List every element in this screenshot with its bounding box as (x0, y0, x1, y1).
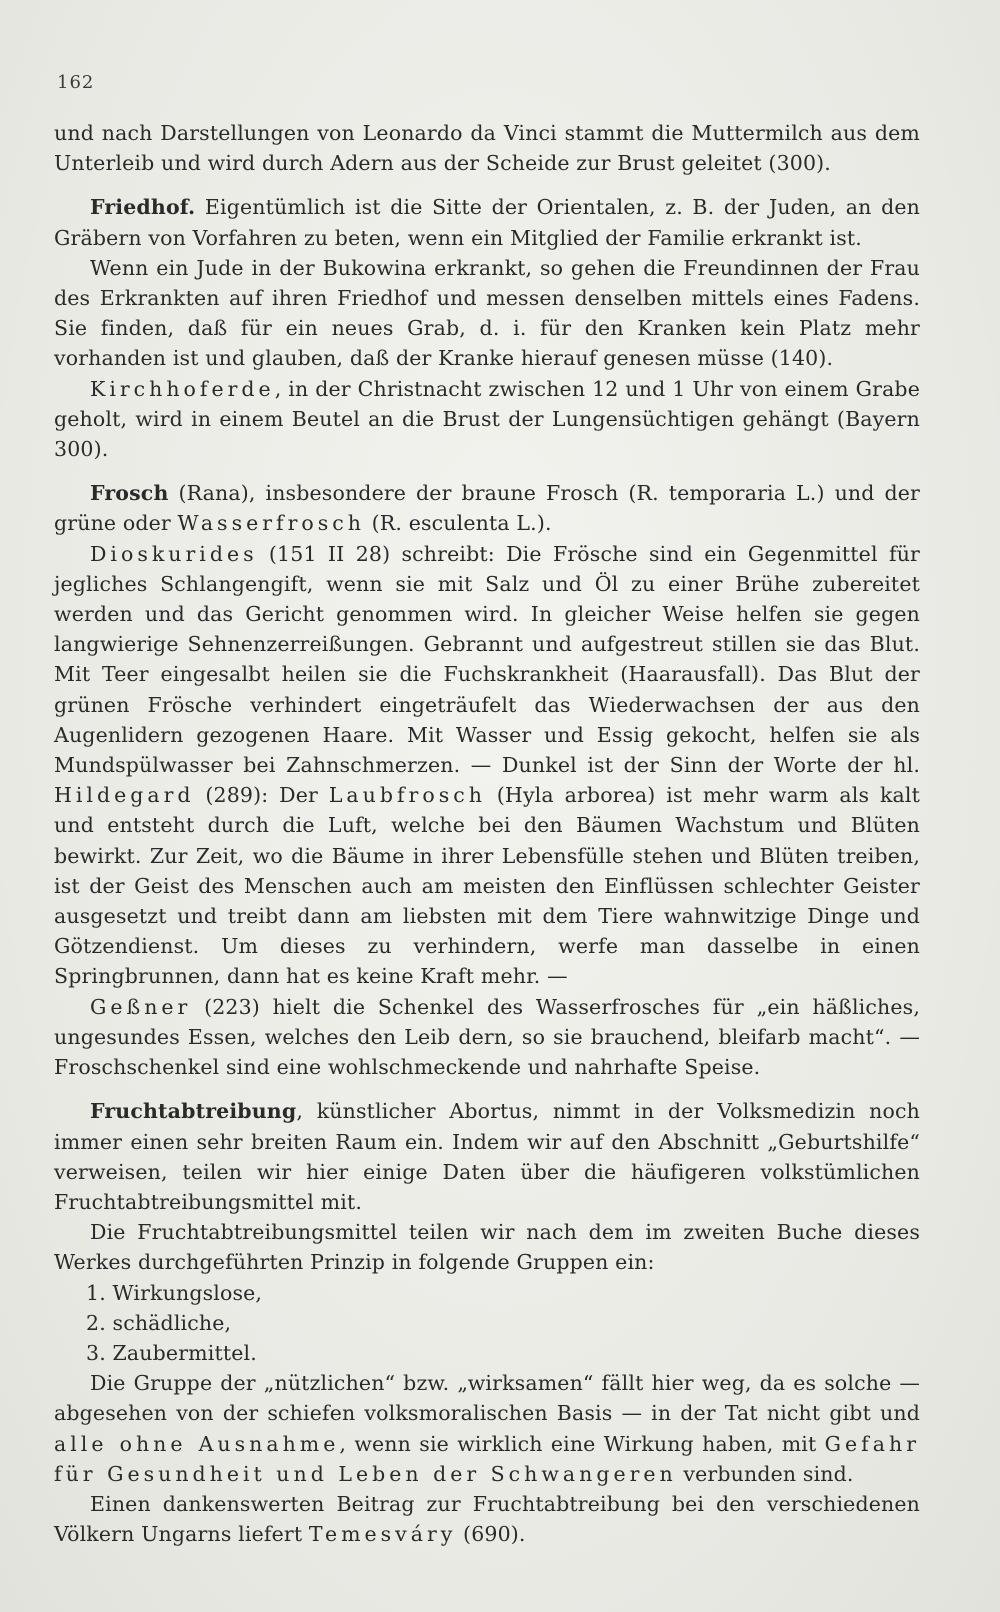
paragraph-kirchhoferde: Kirchhoferde, in der Christnacht zwischen 12 und 1 Uhr von einem Grabe geholt, wird in einem Beutel an die Brust der Lungensüchtigen gehängt (Bayern 300). (54, 376, 920, 462)
author-hildegard: Hildegard (54, 783, 195, 808)
paragraph-nuetzliche: Die Gruppe der „nützlichen“ bzw. „wirksamen“ fällt hier weg, da es solche — abgesehen von der schiefen volksmoralischen Basis — in der Tat nicht gibt und alle ohne Ausnahme, wenn sie wirklich eine Wirkung haben, mit Gefahr für Gesundheit und Leben der Schwangeren verbunden sind. (54, 1371, 920, 1486)
headword-fruchtabtreibung: Fruchtabtreibung (90, 1099, 297, 1124)
paragraph-temesvary: Einen dankenswerten Beitrag zur Fruchtabtreibung bei den verschiedenen Völkern Ungarns liefert Temesváry (690). (54, 1491, 920, 1547)
paragraph-dioskurides: Dioskurides (151 II 28) schreibt: Die Frösche sind ein Gegenmittel für jegliches Schlangengift, wenn sie mit Salz und Öl zu einer Brühe zubereitet werden und das Gericht genommen wird. In gleicher Weise helfen sie gegen langwierige Sehnenzerreißungen. Gebrannt und aufgestreut stillen sie das Blut. Mit Teer eingesalbt heilen sie die Fuchskrankheit (Haarausfall). Das Blut der grünen Frösche verhindert eingeträufelt das Wiederwachsen der aus den Augenlidern gezogenen Haare. Mit Wasser und Essig gekocht, helfen sie als Mundspülwasser bei Zahnschmerzen. — Dunkel ist der Sinn der Worte der hl. Hildegard (289): Der Laubfrosch (Hyla arborea) ist mehr warm als kalt und entsteht durch die Luft, welche bei den Bäumen Wachstum und Blüten bewirkt. Zur Zeit, wo die Bäume in ihrer Lebensfülle stehen und Blüten treiben, ist der Geist des Menschen auch am meisten den Einflüssen schlechter Geister ausgesetzt und treibt dann am liebsten mit dem Tiere wahnwitzige Dinge und Götzendienst. Um dieses zu verhindern, werfe man dasselbe in einen Springbrunnen, dann hat es keine Kraft mehr. — (54, 541, 920, 989)
headword-friedhof: Friedhof. (90, 195, 196, 220)
author-gessner: Geßner (90, 994, 192, 1019)
list-item: 1. Wirkungslose, (86, 1280, 263, 1305)
paragraph-gruppen: Die Fruchtabtreibungsmittel teilen wir nach dem im zweiten Buche dieses Werkes durchgeführten Prinzip in folgende Gruppen ein: (54, 1220, 920, 1275)
paragraph-gessner: Geßner (223) hielt die Schenkel des Wasserfrosches für „ein häßliches, ungesundes Essen, welches den Leib dern, so sie brauchend, bleifarb macht“. — Froschschenkel sind eine wohlschmeckende und nahrhafte Speise. (54, 994, 920, 1080)
paragraph-friedhof-intro: Friedhof. Eigentümlich ist die Sitte der Orientalen, z. B. der Juden, an den Gräbern von Vorfahren zu beten, wenn ein Mitglied der Familie erkrankt ist. (54, 195, 921, 250)
paragraph-friedhof-bukowina: Wenn ein Jude in der Bukowina erkrankt, so gehen die Freundinnen der Frau des Erkrankten auf ihren Friedhof und messen denselben mittels eines Fadens. Sie finden, daß für ein neues Grab, d. i. für den Kranken kein Platz mehr vorhanden ist und glauben, daß der Kranke hierauf genesen müsse (140). (54, 255, 920, 371)
paragraph-frosch-intro: Frosch (Rana), insbesondere der braune Frosch (R. temporaria L.) und der grüne oder Wasserfrosch (R. esculenta L.). (54, 481, 920, 536)
headword-frosch: Frosch (90, 481, 169, 506)
author-dioskurides: Dioskurides (90, 541, 258, 566)
paragraph-fruchtabtreibung-intro: Fruchtabtreibung, künstlicher Abortus, nimmt in der Volksmedizin noch immer einen sehr breiten Raum ein. Indem wir auf den Abschnitt „Geburtshilfe“ verweisen, teilen wir hier einige Daten über die häufigeren volkstümlichen Fruchtabtreibungsmittel mit. (54, 1099, 920, 1214)
group-list (54, 1278, 920, 1369)
page-body (54, 118, 920, 1549)
list-item: 3. Zaubermittel. (86, 1340, 257, 1365)
list-item: 2. schädliche, (86, 1310, 232, 1335)
term-kirchhoferde: Kirchhoferde (90, 376, 275, 401)
paragraph-muttermilch: und nach Darstellungen von Leonardo da Vinci stammt die Muttermilch aus dem Unterleib und wird durch Adern aus der Scheide zur Brust geleitet (300). (54, 121, 920, 176)
page-number: 162 (57, 72, 95, 93)
term-alle-ohne-ausnahme: alle ohne Ausnahme (54, 1431, 340, 1456)
term-gefahr: Gefahr für Gesundheit und Leben der Schwangeren (54, 1431, 920, 1486)
term-wasserfrosch: Wasserfrosch (177, 511, 365, 536)
author-temesvary: Temesváry (308, 1522, 457, 1547)
term-laubfrosch: Laubfrosch (328, 783, 486, 808)
